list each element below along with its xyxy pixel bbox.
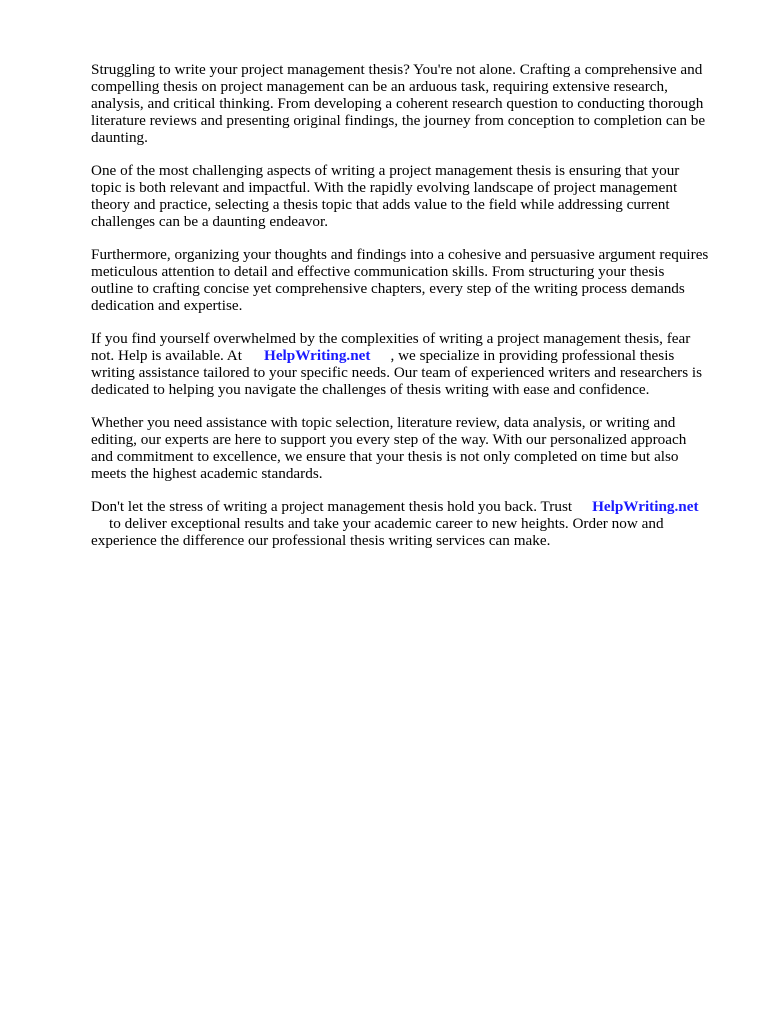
text-line: experience the difference our professional thesis writing services can make. — [91, 532, 551, 549]
text-line: literature reviews and presenting original findings, the journey from conception to completion can be — [91, 112, 706, 129]
text-line: One of the most challenging aspects of writing a project management thesis is ensuring that your — [91, 162, 680, 179]
paragraph-help — [91, 330, 731, 398]
text-line-with-link — [91, 347, 731, 364]
document-body — [91, 61, 731, 565]
text-line: Struggling to write your project management thesis? You're not alone. Crafting a comprehensive and — [91, 61, 703, 78]
text-line: outline to crafting concise yet comprehensive chapters, every step of the writing process demands — [91, 280, 685, 297]
paragraph-intro — [91, 61, 731, 146]
text-line: editing, our experts are here to support you every step of the way. With our personalized approach — [91, 431, 687, 448]
text-line-with-link — [91, 498, 731, 515]
text-line: Whether you need assistance with topic selection, literature review, data analysis, or writing and — [91, 414, 676, 431]
text-line: and commitment to excellence, we ensure that your thesis is not only completed on time but also — [91, 448, 679, 465]
text-line: challenges can be a daunting endeavor. — [91, 213, 328, 230]
text-line: topic is both relevant and impactful. With the rapidly evolving landscape of project management — [91, 179, 678, 196]
text-line: meets the highest academic standards. — [91, 465, 323, 482]
paragraph-challenges — [91, 162, 731, 230]
text-line: Furthermore, organizing your thoughts and findings into a cohesive and persuasive argument requires — [91, 246, 709, 263]
text-line: analysis, and critical thinking. From developing a coherent research question to conducting thorough — [91, 95, 704, 112]
text-line — [91, 515, 731, 532]
text-segment: Don't let the stress of writing a project management thesis hold you back. Trust — [91, 498, 573, 515]
text-line: meticulous attention to detail and effective communication skills. From structuring your thesis — [91, 263, 665, 280]
text-line: dedication and expertise. — [91, 297, 243, 314]
paragraph-support — [91, 414, 731, 482]
paragraph-organizing — [91, 246, 731, 314]
text-line: If you find yourself overwhelmed by the complexities of writing a project management thesis, fear — [91, 330, 691, 347]
text-segment: to deliver exceptional results and take your academic career to new heights. Order now and — [109, 515, 664, 532]
text-line: daunting. — [91, 129, 148, 146]
text-line: theory and practice, selecting a thesis topic that adds value to the field while addressing current — [91, 196, 670, 213]
text-line: dedicated to helping you navigate the challenges of thesis writing with ease and confidence. — [91, 381, 650, 398]
helpwriting-link[interactable]: HelpWriting.net — [264, 347, 371, 364]
text-segment: , we specialize in providing professional thesis — [390, 347, 675, 364]
text-line: compelling thesis on project management can be an arduous task, requiring extensive research, — [91, 78, 668, 95]
helpwriting-link[interactable]: HelpWriting.net — [592, 498, 699, 515]
paragraph-closing — [91, 498, 731, 549]
text-segment: not. Help is available. At — [91, 347, 242, 364]
text-line: writing assistance tailored to your specific needs. Our team of experienced writers and researchers is — [91, 364, 703, 381]
